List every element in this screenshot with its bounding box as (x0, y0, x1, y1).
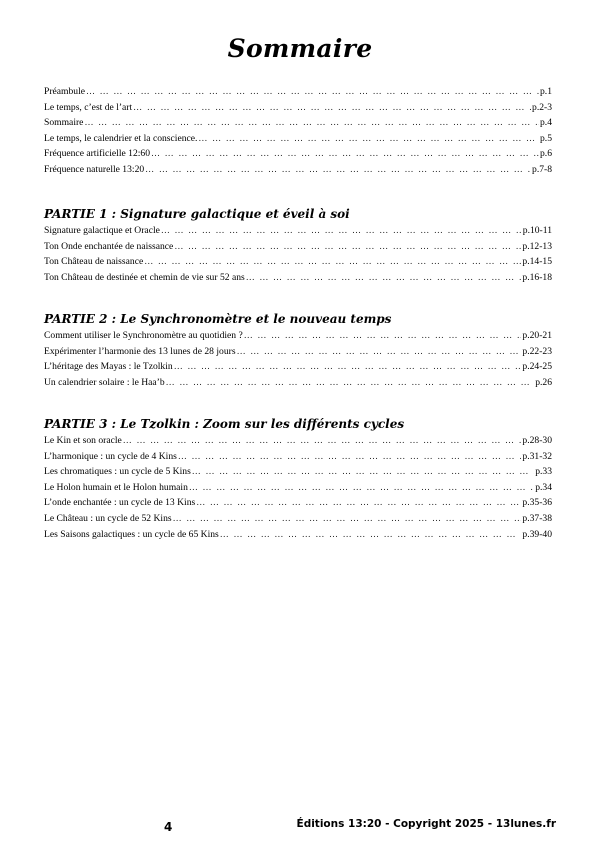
dot-leader (246, 270, 522, 286)
toc-entry-label: Les chromatiques : un cycle de 5 Kins (44, 466, 191, 478)
toc-entry[interactable] (44, 344, 552, 360)
toc-entry[interactable] (44, 162, 552, 178)
toc-entry-page: p.24-25 (522, 361, 552, 373)
toc-entry[interactable] (44, 84, 552, 100)
toc-part-3-section (44, 416, 552, 542)
toc-entry-label: Ton Château de naissance (44, 256, 144, 268)
dot-leader (244, 328, 522, 344)
part-heading: PARTIE 2 : Le Synchronomètre et le nouveau temps (44, 312, 392, 326)
dot-leader (166, 375, 535, 391)
toc-entry-page: p.1 (540, 86, 552, 97)
dot-leader (144, 254, 521, 270)
toc-entry[interactable] (44, 495, 552, 511)
toc-part-1-section (44, 206, 552, 285)
toc-entry-page: p.16-18 (522, 271, 552, 283)
toc-entry-page: p.33 (535, 466, 552, 478)
toc-entry-page: p.5 (540, 132, 552, 144)
toc-entry[interactable] (44, 239, 552, 255)
copyright-notice: Éditions 13:20 - Copyright 2025 - 13lunes.fr (296, 818, 556, 830)
toc-entry[interactable] (44, 464, 552, 480)
dot-leader (174, 359, 522, 375)
toc-part-2-section (44, 311, 552, 390)
toc-entry-page: p.6 (540, 148, 552, 160)
toc-entry[interactable] (44, 146, 552, 162)
toc-entry[interactable] (44, 254, 552, 270)
dot-leader (84, 115, 539, 131)
toc-entry-page: p.12-13 (522, 240, 552, 252)
dot-leader (86, 84, 539, 100)
toc-entry-label: Le temps, le calendrier et la conscience. (44, 132, 198, 144)
dot-leader (178, 449, 522, 465)
toc-entry-label: Fréquence artificielle 12:60 (44, 148, 151, 160)
toc-entry-label: Le temps, c’est de l’art (44, 101, 133, 113)
dot-leader (145, 162, 531, 178)
toc-entry[interactable] (44, 527, 552, 543)
toc-entry-label: Comment utiliser le Synchronomètre au quotidien ? (44, 330, 243, 341)
toc-entry[interactable] (44, 359, 552, 375)
toc-entry[interactable] (44, 511, 552, 527)
toc-entry-label: L’héritage des Mayas : le Tzolkin (44, 361, 173, 373)
toc-entry-label: Ton Château de destinée et chemin de vie sur 52 ans (44, 271, 245, 283)
dot-leader (220, 527, 522, 543)
part-heading: PARTIE 3 : Le Tzolkin : Zoom sur les différents cycles (44, 417, 405, 431)
toc-entry-label: Préambule (44, 86, 86, 97)
toc-entry[interactable] (44, 480, 552, 496)
toc-entry[interactable] (44, 131, 552, 147)
toc-entry-page: p.35-36 (522, 497, 552, 509)
toc-entry-label: Les Saisons galactiques : un cycle de 65 Kins (44, 528, 219, 540)
toc-entry[interactable] (44, 328, 552, 344)
page-number: 4 (164, 820, 173, 834)
dot-leader (123, 433, 522, 449)
toc-entry[interactable] (44, 115, 552, 131)
toc-entry-page: p.26 (535, 376, 552, 388)
page-title: Sommaire (227, 34, 373, 63)
toc-entry-page: p.2-3 (532, 101, 552, 113)
toc-entry-label: Ton Onde enchantée de naissance (44, 240, 174, 252)
toc-entry[interactable] (44, 223, 552, 239)
toc-entry-page: p.22-23 (522, 345, 552, 357)
dot-leader (237, 344, 522, 360)
toc-entry-label: Un calendrier solaire : le Haa’b (44, 376, 165, 388)
dot-leader (189, 480, 534, 496)
dot-leader (133, 100, 531, 116)
toc-entry-page: p.10-11 (522, 225, 552, 236)
toc-entry[interactable] (44, 449, 552, 465)
toc-entry[interactable] (44, 270, 552, 286)
toc-entry-label: Fréquence naturelle 13:20 (44, 163, 145, 175)
toc-entry-label: Expérimenter l’harmonie des 13 lunes de 28 jours (44, 345, 236, 357)
dot-leader (198, 131, 539, 147)
toc-entry[interactable] (44, 433, 552, 449)
toc-entry-label: Le Kin et son oracle (44, 435, 122, 446)
toc-entry-page: p.39-40 (522, 528, 552, 540)
toc-entry-page: p.14-15 (522, 256, 552, 268)
toc-entry-page: p.20-21 (522, 330, 552, 341)
dot-leader (151, 146, 539, 162)
toc-entry-page: p.4 (540, 117, 552, 129)
toc-entry-label: Le Holon humain et le Holon humain (44, 481, 188, 493)
toc-entry-page: p.34 (535, 481, 552, 493)
dot-leader (173, 511, 522, 527)
toc-entry-label: L’harmonique : un cycle de 4 Kins (44, 450, 177, 462)
dot-leader (196, 495, 521, 511)
part-heading: PARTIE 1 : Signature galactique et éveil à soi (44, 207, 350, 221)
toc-entry-page: p.37-38 (522, 512, 552, 524)
toc-entry-page: p.7-8 (532, 163, 552, 175)
toc-entry[interactable] (44, 375, 552, 391)
dot-leader (161, 223, 522, 239)
dot-leader (192, 464, 534, 480)
toc-entry-label: L’onde enchantée : un cycle de 13 Kins (44, 497, 196, 509)
toc-entry-label: Le Château : un cycle de 52 Kins (44, 512, 172, 524)
dot-leader (174, 239, 521, 255)
toc-entry-label: Sommaire (44, 117, 84, 129)
toc-entry-page: p.31-32 (522, 450, 552, 462)
toc-entry[interactable] (44, 100, 552, 116)
toc-intro-section (44, 84, 552, 178)
toc-entry-label: Signature galactique et Oracle (44, 225, 160, 236)
toc-entry-page: p.28-30 (522, 435, 552, 446)
